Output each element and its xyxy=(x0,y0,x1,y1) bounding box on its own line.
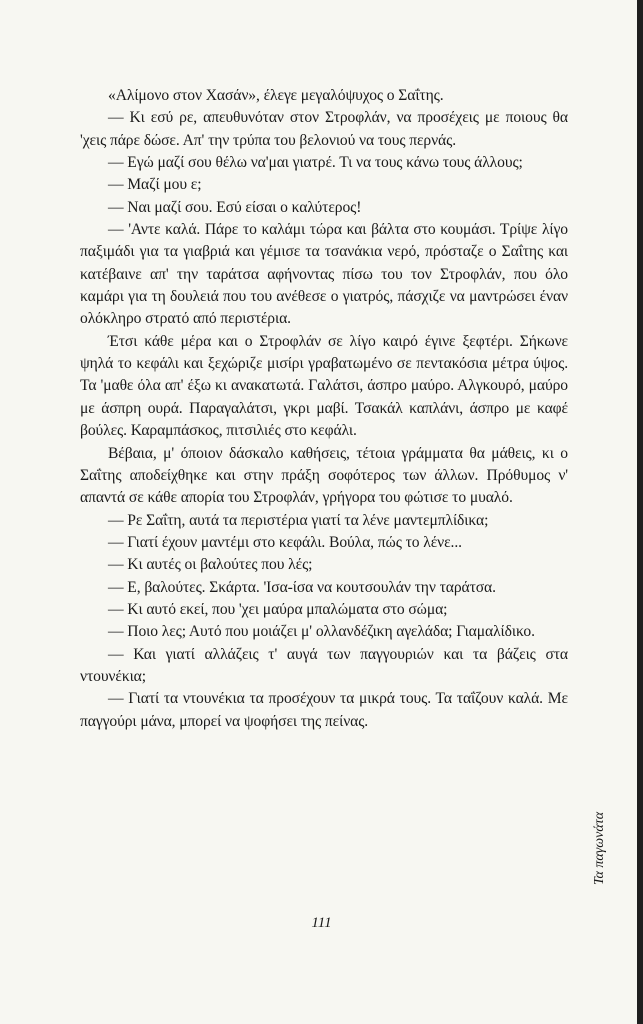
paragraph: — Γιατί έχουν μαντέμι στο κεφάλι. Βούλα, πώς το λένε... xyxy=(108,533,462,551)
paragraph: — Ναι μαζί σου. Εσύ είσαι ο καλύτερος! xyxy=(108,198,362,216)
paragraph: «Αλίμονο στον Χασάν», έλεγε μεγαλόψυχος ο Σαΐτης. xyxy=(108,87,444,104)
paragraph: Βέβαια, μ' όποιον δάσκαλο καθήσεις, τέτοια γράμματα θα μάθεις, κι ο Σαΐτης αποδείχθηκε και στην πράξη σοφότερος των άλλων. Πρόθυμος ν' απαντά σε κάθε απορία του Στροφλάν, γρήγορα του φώτισε το μυαλό. xyxy=(80,444,568,507)
paragraph: — Ρε Σαΐτη, αυτά τα περιστέρια γιατί τα λένε μαντεμπλίδικα; xyxy=(108,511,489,529)
paragraph: — Εγώ μαζί σου θέλω να'μαι γιατρέ. Τι να τους κάνω τους άλλους; xyxy=(108,154,523,172)
page-edge-shadow xyxy=(637,0,643,1024)
paragraph: — Κι αυτό εκεί, που 'χει μαύρα μπαλώματα στο σώμα; xyxy=(108,600,448,618)
paragraph: Έτσι κάθε μέρα και ο Στροφλάν σε λίγο καιρό έγινε ξεφτέρι. Σήκωνε ψηλά το κεφάλι και ξεχώριζε μισίρι γραβατωμένο σε πεντακόσια μέτρα ύψος. Τα 'μαθε όλα απ' έξω κι ανακατωτά. Γαλάτσι, άσπρο μαύρο. Αλγκουρό, μαύρο με άσπρη ουρά. Παραγαλάτσι, γκρι μαβί. Τσακάλ καπλάνι, άσπρο με καφέ βούλες. Καραμπάσκος, πιτσιλιές στο κεφάλι. xyxy=(80,332,568,440)
paragraph: — Και γιατί αλλάζεις τ' αυγά των παγγουριών και τα βάζεις στα ντουνέκια; xyxy=(80,645,568,685)
paragraph: — Κι αυτές οι βαλούτες που λές; xyxy=(108,556,313,574)
page-number: 111 xyxy=(311,915,332,931)
body-text xyxy=(80,85,568,733)
paragraph: — Γιατί τα ντουνέκια τα προσέχουν τα μικρά τους. Τα ταΐζουν καλά. Με παγγούρι μάνα, μπορεί να ψοφήσει της πείνας. xyxy=(80,690,568,730)
paragraph: — 'Αντε καλά. Πάρε το καλάμι τώρα και βάλτα στο κουμάσι. Τρίψε λίγο παξιμάδι για τα γιαβριά και γέμισε τα τσανάκια νερό, πρόσταζε ο Σαΐτης και κατέβαινε απ' την ταράτσα αφήνοντας πίσω του τον Στροφλάν, που όλο καμάρι για τη δουλειά που του ανέθεσε ο γιατρός, πάσχιζε να μαντρώσει έναν ολόκληρο στρατό από περιστέρια. xyxy=(80,221,568,328)
paragraph: — Κι εσύ ρε, απευθυνόταν στον Στροφλάν, να προσέχεις με ποιους θα 'χεις πάρε δώσε. Απ' την τρύπα του βελονιού να τους περνάς. xyxy=(80,109,568,149)
paragraph: — Μαζί μου ε; xyxy=(108,176,202,194)
paragraph: — Ποιο λες; Αυτό που μοιάζει μ' ολλανδέζικη αγελάδα; Γιαμαλίδικο. xyxy=(108,623,535,641)
running-head: Τα παγωνάτα xyxy=(592,811,607,885)
paragraph: — Ε, βαλούτες. Σκάρτα. 'Ισα-ίσα να κουτσουλάν την ταράτσα. xyxy=(108,578,496,596)
